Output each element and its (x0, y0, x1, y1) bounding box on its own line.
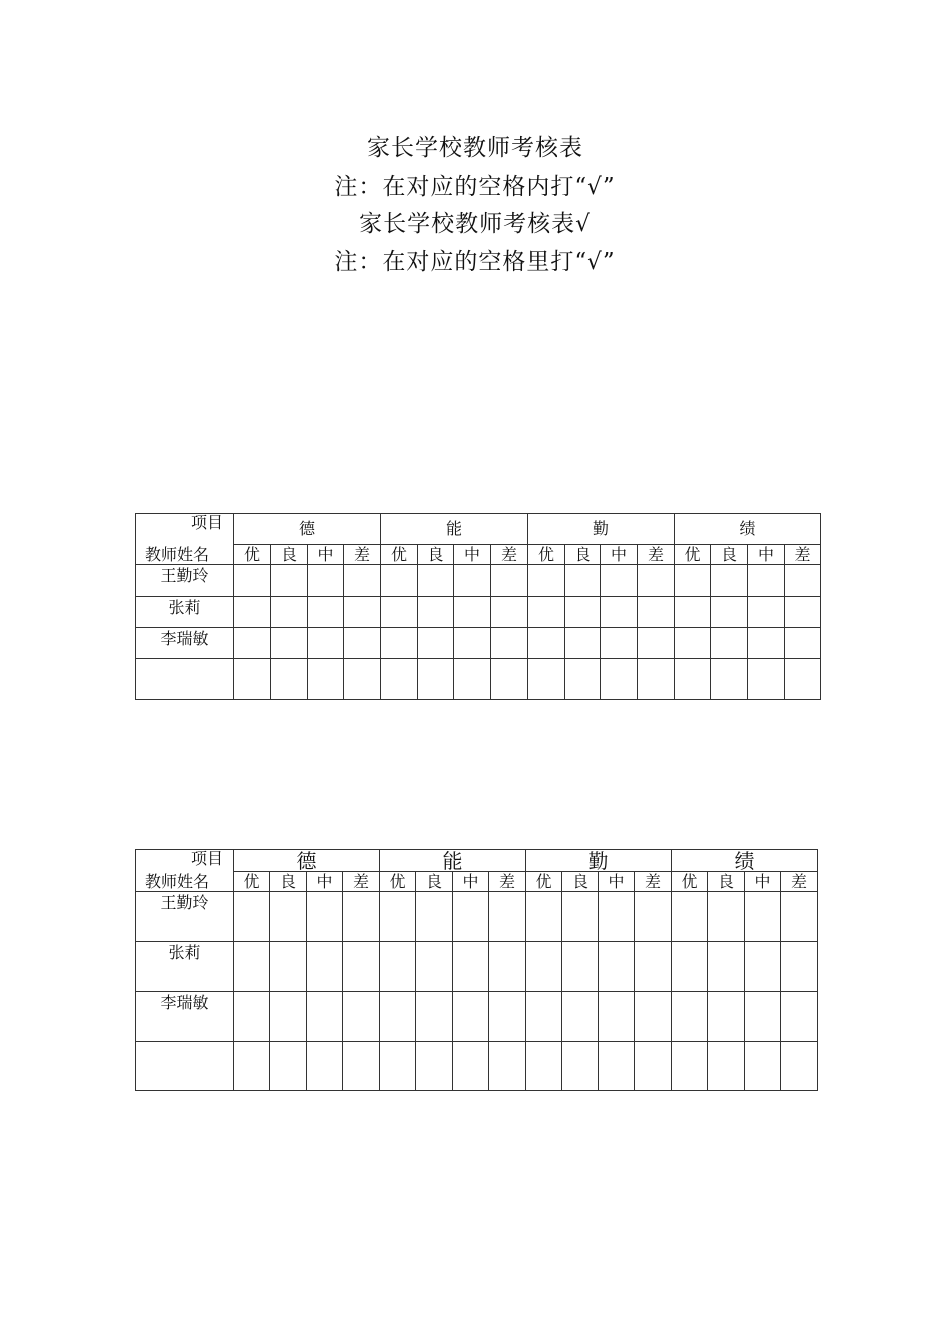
category-de: 德 (234, 514, 381, 545)
grade-label: 良 (271, 545, 308, 565)
check-cell[interactable] (562, 942, 599, 992)
check-cell[interactable] (785, 565, 821, 597)
check-cell[interactable] (748, 597, 785, 628)
check-cell[interactable] (234, 942, 270, 992)
check-cell[interactable] (672, 1042, 708, 1091)
table-row (136, 659, 821, 700)
grade-label: 差 (491, 545, 528, 565)
corner-item-label: 项目 (190, 513, 223, 532)
check-cell[interactable] (526, 992, 562, 1042)
category-ji: 绩 (675, 514, 821, 545)
grade-label: 良 (270, 872, 307, 892)
table-row (136, 942, 818, 992)
grade-label: 差 (785, 545, 821, 565)
check-cell[interactable] (344, 628, 381, 659)
table-row (136, 565, 821, 597)
grade-label: 中 (307, 872, 343, 892)
grade-label: 优 (675, 545, 711, 565)
assessment-table-2 (135, 849, 818, 1091)
category-neng: 能 (381, 514, 528, 545)
check-cell[interactable] (565, 597, 601, 628)
check-cell[interactable] (308, 628, 344, 659)
check-cell[interactable] (635, 892, 672, 942)
check-cell[interactable] (271, 659, 308, 700)
check-cell[interactable] (270, 992, 307, 1042)
check-cell[interactable] (638, 659, 675, 700)
grade-label: 中 (599, 872, 635, 892)
check-cell[interactable] (416, 1042, 453, 1091)
check-cell[interactable] (381, 565, 418, 597)
table-row (136, 597, 821, 628)
check-cell[interactable] (708, 942, 745, 992)
corner-item-label: 项目 (190, 849, 223, 868)
grade-label: 优 (234, 545, 271, 565)
check-cell[interactable] (454, 659, 491, 700)
teacher-name: 李瑞敏 (136, 628, 234, 659)
check-cell[interactable] (418, 565, 454, 597)
check-cell[interactable] (454, 628, 491, 659)
grade-label: 中 (745, 872, 781, 892)
check-cell[interactable] (601, 628, 638, 659)
category-de: 德 (234, 850, 380, 872)
grade-label: 良 (708, 872, 745, 892)
check-cell[interactable] (271, 628, 308, 659)
check-cell[interactable] (748, 659, 785, 700)
check-cell[interactable] (708, 892, 745, 942)
check-cell[interactable] (711, 659, 748, 700)
check-cell[interactable] (234, 659, 271, 700)
check-cell[interactable] (675, 597, 711, 628)
grade-label: 良 (711, 545, 748, 565)
check-cell[interactable] (562, 892, 599, 942)
check-cell[interactable] (638, 597, 675, 628)
check-cell[interactable] (526, 1042, 562, 1091)
grade-label: 良 (416, 872, 453, 892)
check-cell[interactable] (565, 659, 601, 700)
check-cell[interactable] (489, 1042, 526, 1091)
check-cell[interactable] (711, 565, 748, 597)
check-cell[interactable] (601, 659, 638, 700)
check-cell[interactable] (270, 1042, 307, 1091)
check-cell[interactable] (453, 892, 489, 942)
grade-label: 中 (308, 545, 344, 565)
check-cell[interactable] (381, 628, 418, 659)
check-cell[interactable] (601, 565, 638, 597)
check-cell[interactable] (526, 942, 562, 992)
check-cell[interactable] (234, 628, 271, 659)
check-cell[interactable] (308, 659, 344, 700)
check-cell[interactable] (416, 942, 453, 992)
check-cell[interactable] (453, 942, 489, 992)
check-cell[interactable] (711, 597, 748, 628)
grade-label: 优 (526, 872, 562, 892)
teacher-name: 李瑞敏 (136, 992, 234, 1042)
check-cell[interactable] (343, 892, 380, 942)
check-cell[interactable] (526, 892, 562, 942)
grade-label: 差 (344, 545, 381, 565)
check-cell[interactable] (675, 628, 711, 659)
check-cell[interactable] (745, 942, 781, 992)
check-cell[interactable] (562, 1042, 599, 1091)
check-cell[interactable] (601, 597, 638, 628)
check-cell[interactable] (418, 628, 454, 659)
grade-label: 中 (748, 545, 785, 565)
check-cell[interactable] (781, 892, 818, 942)
check-cell[interactable] (307, 1042, 343, 1091)
check-cell[interactable] (416, 892, 453, 942)
check-cell[interactable] (711, 628, 748, 659)
check-cell[interactable] (234, 565, 271, 597)
check-cell[interactable] (785, 628, 821, 659)
check-cell[interactable] (380, 942, 416, 992)
check-cell[interactable] (343, 1042, 380, 1091)
check-cell[interactable] (565, 628, 601, 659)
check-cell[interactable] (418, 597, 454, 628)
corner-teacher-name-label: 教师姓名 (145, 545, 210, 564)
check-cell[interactable] (491, 597, 528, 628)
check-cell[interactable] (672, 992, 708, 1042)
note-line: 注：在对应的空格内打“√” (334, 174, 616, 200)
check-cell[interactable] (748, 628, 785, 659)
check-cell[interactable] (308, 565, 344, 597)
grade-label: 差 (343, 872, 380, 892)
grade-label: 差 (638, 545, 675, 565)
check-cell[interactable] (672, 892, 708, 942)
category-header-row (136, 850, 818, 872)
note-line-repeat: 注：在对应的空格里打“√” (334, 249, 616, 275)
page-title-repeat: 家长学校教师考核表√ (359, 211, 591, 237)
table-row (136, 992, 818, 1042)
table-row (136, 628, 821, 659)
check-cell[interactable] (528, 565, 565, 597)
check-cell[interactable] (344, 597, 381, 628)
grade-label: 中 (454, 545, 491, 565)
teacher-name: 张莉 (136, 942, 234, 992)
corner-header-cell (136, 850, 234, 892)
teacher-name: 王勤玲 (136, 892, 234, 942)
check-cell[interactable] (270, 942, 307, 992)
check-cell[interactable] (528, 628, 565, 659)
check-cell[interactable] (453, 992, 489, 1042)
check-cell[interactable] (635, 942, 672, 992)
check-cell[interactable] (381, 597, 418, 628)
check-cell[interactable] (381, 659, 418, 700)
check-cell[interactable] (343, 992, 380, 1042)
check-cell[interactable] (635, 1042, 672, 1091)
check-cell[interactable] (380, 1042, 416, 1091)
check-cell[interactable] (234, 892, 270, 942)
grade-label: 优 (528, 545, 565, 565)
grade-label: 差 (489, 872, 526, 892)
grade-label: 优 (234, 872, 270, 892)
teacher-name: 王勤玲 (136, 565, 234, 597)
check-cell[interactable] (785, 597, 821, 628)
grade-label: 差 (781, 872, 818, 892)
check-cell[interactable] (672, 942, 708, 992)
check-cell[interactable] (343, 942, 380, 992)
grade-label: 良 (565, 545, 601, 565)
page-title: 家长学校教师考核表 (367, 135, 583, 161)
grade-label: 中 (453, 872, 489, 892)
check-cell[interactable] (785, 659, 821, 700)
check-cell[interactable] (308, 597, 344, 628)
check-cell[interactable] (745, 892, 781, 942)
check-cell[interactable] (599, 892, 635, 942)
check-cell[interactable] (562, 992, 599, 1042)
check-cell[interactable] (344, 565, 381, 597)
grade-label: 优 (380, 872, 416, 892)
check-cell[interactable] (344, 659, 381, 700)
grade-label: 差 (635, 872, 672, 892)
grade-label: 优 (672, 872, 708, 892)
check-cell[interactable] (234, 597, 271, 628)
category-header-row (136, 514, 821, 545)
assessment-table-1 (135, 513, 821, 700)
grade-label: 中 (601, 545, 638, 565)
corner-header-cell (136, 514, 234, 565)
check-cell[interactable] (270, 892, 307, 942)
table-row (136, 1042, 818, 1091)
check-cell[interactable] (565, 565, 601, 597)
check-cell[interactable] (781, 1042, 818, 1091)
check-cell[interactable] (489, 892, 526, 942)
category-qin: 勤 (528, 514, 675, 545)
teacher-name: 张莉 (136, 597, 234, 628)
check-cell[interactable] (781, 942, 818, 992)
check-cell[interactable] (635, 992, 672, 1042)
check-cell[interactable] (307, 992, 343, 1042)
check-cell[interactable] (491, 628, 528, 659)
check-cell[interactable] (638, 565, 675, 597)
check-cell[interactable] (638, 628, 675, 659)
check-cell[interactable] (380, 892, 416, 942)
check-cell[interactable] (491, 659, 528, 700)
grade-label: 优 (381, 545, 418, 565)
teacher-name[interactable] (136, 1042, 234, 1091)
check-cell[interactable] (528, 659, 565, 700)
table-row (136, 892, 818, 942)
category-ji: 绩 (672, 850, 818, 872)
grade-label: 良 (418, 545, 454, 565)
check-cell[interactable] (745, 992, 781, 1042)
check-cell[interactable] (271, 565, 308, 597)
check-cell[interactable] (708, 992, 745, 1042)
grade-header-row (136, 872, 818, 892)
check-cell[interactable] (599, 992, 635, 1042)
check-cell[interactable] (454, 597, 491, 628)
grade-label: 良 (562, 872, 599, 892)
grade-header-row (136, 545, 821, 565)
check-cell[interactable] (781, 992, 818, 1042)
check-cell[interactable] (748, 565, 785, 597)
category-qin: 勤 (526, 850, 672, 872)
check-cell[interactable] (489, 992, 526, 1042)
check-cell[interactable] (745, 1042, 781, 1091)
check-cell[interactable] (675, 565, 711, 597)
teacher-name[interactable] (136, 659, 234, 700)
check-cell[interactable] (489, 942, 526, 992)
check-cell[interactable] (307, 942, 343, 992)
check-cell[interactable] (599, 1042, 635, 1091)
check-cell[interactable] (453, 1042, 489, 1091)
check-cell[interactable] (380, 992, 416, 1042)
check-cell[interactable] (234, 1042, 270, 1091)
check-cell[interactable] (234, 992, 270, 1042)
check-cell[interactable] (675, 659, 711, 700)
check-cell[interactable] (454, 565, 491, 597)
category-neng: 能 (380, 850, 526, 872)
corner-teacher-name-label: 教师姓名 (145, 872, 210, 891)
check-cell[interactable] (416, 992, 453, 1042)
check-cell[interactable] (708, 1042, 745, 1091)
check-cell[interactable] (599, 942, 635, 992)
check-cell[interactable] (307, 892, 343, 942)
check-cell[interactable] (528, 597, 565, 628)
check-cell[interactable] (271, 597, 308, 628)
check-cell[interactable] (491, 565, 528, 597)
check-cell[interactable] (418, 659, 454, 700)
